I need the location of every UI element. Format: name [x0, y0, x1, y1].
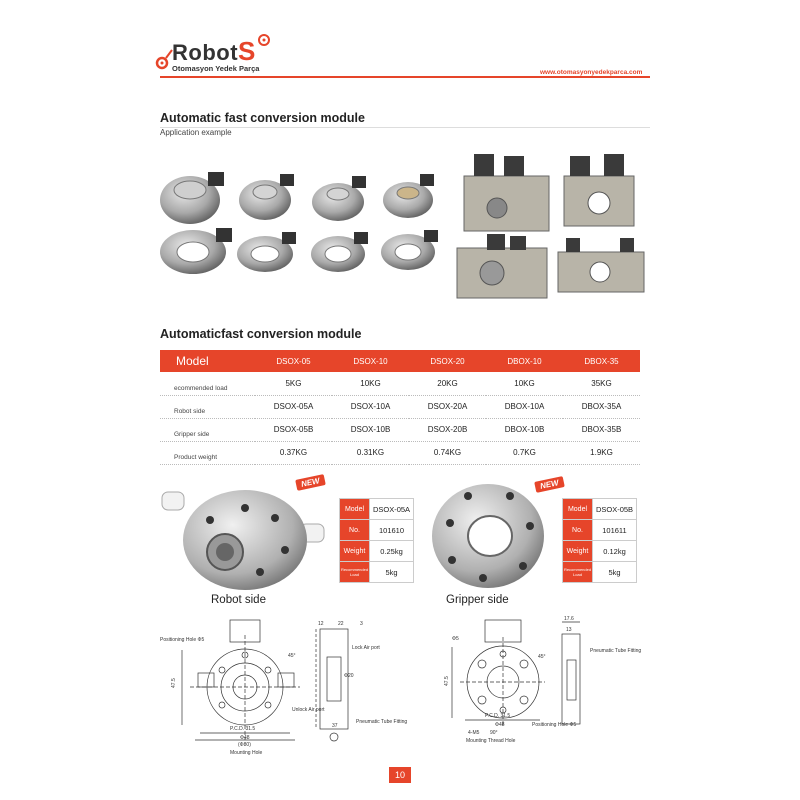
table-cell: 35KG [591, 378, 612, 388]
module-photo-2 [239, 174, 294, 220]
mounting-thread-label: Mounting Thread Hole [466, 738, 516, 744]
col-header: DBOX-10 [486, 350, 563, 372]
info-key: Recommended Load [340, 562, 370, 583]
brand-logo [172, 36, 256, 67]
angle-label: 45° [538, 654, 546, 660]
table-cell: 1.9KG [590, 448, 613, 457]
table-cell: 10KG [514, 378, 535, 388]
block-photo-2 [564, 154, 634, 226]
positioning-hole-label: Positioning Hole Φ5 [532, 722, 577, 728]
dim-13: 13 [566, 627, 572, 633]
mounting-hole-label: Mounting Hole [230, 750, 263, 756]
dim-top: 12 [318, 621, 324, 627]
title-underline [160, 127, 650, 128]
gripper-side-drawing [440, 612, 640, 752]
robot-side-drawing [160, 615, 408, 756]
dim-47-5: 47.5 [171, 678, 177, 688]
info-value: 0.25kg [370, 541, 414, 562]
website-link[interactable]: www.otomasyonyedekparca.com [540, 69, 643, 76]
row-label: Gripper side [174, 430, 210, 438]
logo-s-letter: S [238, 36, 256, 66]
phi80-label: (Φ80) [238, 742, 251, 748]
table-cell: 0.31KG [356, 448, 385, 457]
table-cell: 0.7KG [513, 448, 536, 457]
module-photo-5 [160, 228, 232, 274]
table-cell: 5KG [285, 378, 302, 388]
table-cell: DBOX-10A [504, 402, 545, 411]
gripper-side-label: Gripper side [446, 594, 509, 606]
col-header: DSOX-05 [255, 350, 332, 372]
block-photo-4 [558, 238, 644, 292]
info-value: 5kg [593, 562, 637, 583]
module-photos-block [452, 148, 647, 308]
table-cell: DBOX-35A [581, 402, 622, 411]
table-row [160, 441, 640, 464]
info-value: 101610 [370, 520, 414, 541]
table-header-row [160, 350, 640, 372]
module-photo-3 [312, 176, 366, 221]
page-number: 10 [389, 767, 411, 783]
block-photo-1 [464, 154, 549, 231]
phi48-label: Φ48 [240, 735, 250, 741]
table-cell: DBOX-10B [504, 425, 545, 434]
phi5-label: Φ5 [452, 636, 459, 642]
info-key: Model [340, 499, 370, 520]
table-cell: 10KG [360, 378, 381, 388]
dim-top: 3 [360, 621, 363, 627]
phi48-label: Φ48 [495, 722, 505, 728]
pcd-label: P.C.D. 31.5 [485, 713, 511, 719]
robot-info-table [339, 498, 414, 583]
info-key: Weight [340, 541, 370, 562]
dim-top: 22 [338, 621, 344, 627]
block-photo-3 [457, 234, 547, 298]
pneumatic-label: Pneumatic Tube Fitting [356, 719, 408, 725]
table-cell: 0.74KG [433, 448, 462, 457]
lock-air-label: Lock Air port [352, 645, 380, 651]
positioning-hole-label: Positioning Hole Φ5 [160, 637, 205, 643]
table-cell: DSOX-05A [273, 402, 314, 411]
header-divider [160, 76, 650, 78]
gripper-side-photo [428, 478, 548, 593]
new-badge: NEW [295, 474, 325, 491]
table-cell: 0.37KG [279, 448, 308, 457]
pcd-label: P.C.D. 31.5 [230, 726, 256, 732]
module-photo-4 [383, 174, 434, 218]
dim-17-6: 17.6 [564, 616, 574, 622]
m5-label: 4-M5 [468, 730, 480, 736]
info-key: Model [563, 499, 593, 520]
info-value: 0.12kg [593, 541, 637, 562]
table-cell: DSOX-10B [350, 425, 391, 434]
col-header: DSOX-20 [409, 350, 486, 372]
table-cell: 20KG [437, 378, 458, 388]
table-cell: DSOX-20B [427, 425, 468, 434]
dim-37: 37 [332, 723, 338, 729]
col-header: DBOX-35 [563, 350, 640, 372]
spec-section-title: Automaticfast conversion module [160, 327, 362, 341]
table-row [160, 372, 640, 395]
table-row [160, 395, 640, 418]
table-row [160, 418, 640, 441]
row-label: Product weight [174, 453, 217, 461]
spec-table [160, 350, 640, 465]
section-title: Automatic fast conversion module [160, 111, 365, 125]
table-cell: DSOX-20A [427, 402, 468, 411]
info-key: Weight [563, 541, 593, 562]
module-photo-6 [237, 232, 296, 272]
robot-side-photo [160, 480, 330, 590]
table-cell: DBOX-35B [581, 425, 622, 434]
module-photos-round [158, 160, 448, 280]
robot-side-label: Robot side [211, 594, 266, 606]
deg90-label: 90° [490, 730, 498, 736]
section-subtitle: Application example [160, 128, 232, 137]
logo-main-text: Robot [172, 40, 239, 65]
row-label: ecommended load [174, 384, 228, 392]
dim-47-5: 47.5 [444, 676, 450, 686]
row-label: Robot side [174, 407, 206, 415]
info-key: No. [563, 520, 593, 541]
info-key: Recommended Load [563, 562, 593, 583]
info-value: DSOX-05A [370, 499, 414, 520]
info-value: DSOX-05B [593, 499, 637, 520]
info-key: No. [340, 520, 370, 541]
module-photo-1 [160, 172, 224, 224]
module-photo-7 [311, 232, 368, 272]
col-header: DSOX-10 [332, 350, 409, 372]
module-photo-8 [381, 230, 438, 270]
info-value: 5kg [370, 562, 414, 583]
unlock-air-label: Unlock Air port [292, 707, 325, 713]
logo-subtitle: Otomasyon Yedek Parça [172, 64, 260, 73]
info-value: 101611 [593, 520, 637, 541]
angle-label: 45° [288, 653, 296, 659]
gripper-info-table [562, 498, 637, 583]
table-cell: DSOX-10A [350, 402, 391, 411]
phi20-label: Φ20 [344, 673, 354, 679]
table-cell: DSOX-05B [273, 425, 314, 434]
model-header: Model [160, 350, 255, 372]
pneumatic-label: Pneumatic Tube Fitting [590, 648, 642, 654]
new-badge: NEW [534, 476, 564, 493]
